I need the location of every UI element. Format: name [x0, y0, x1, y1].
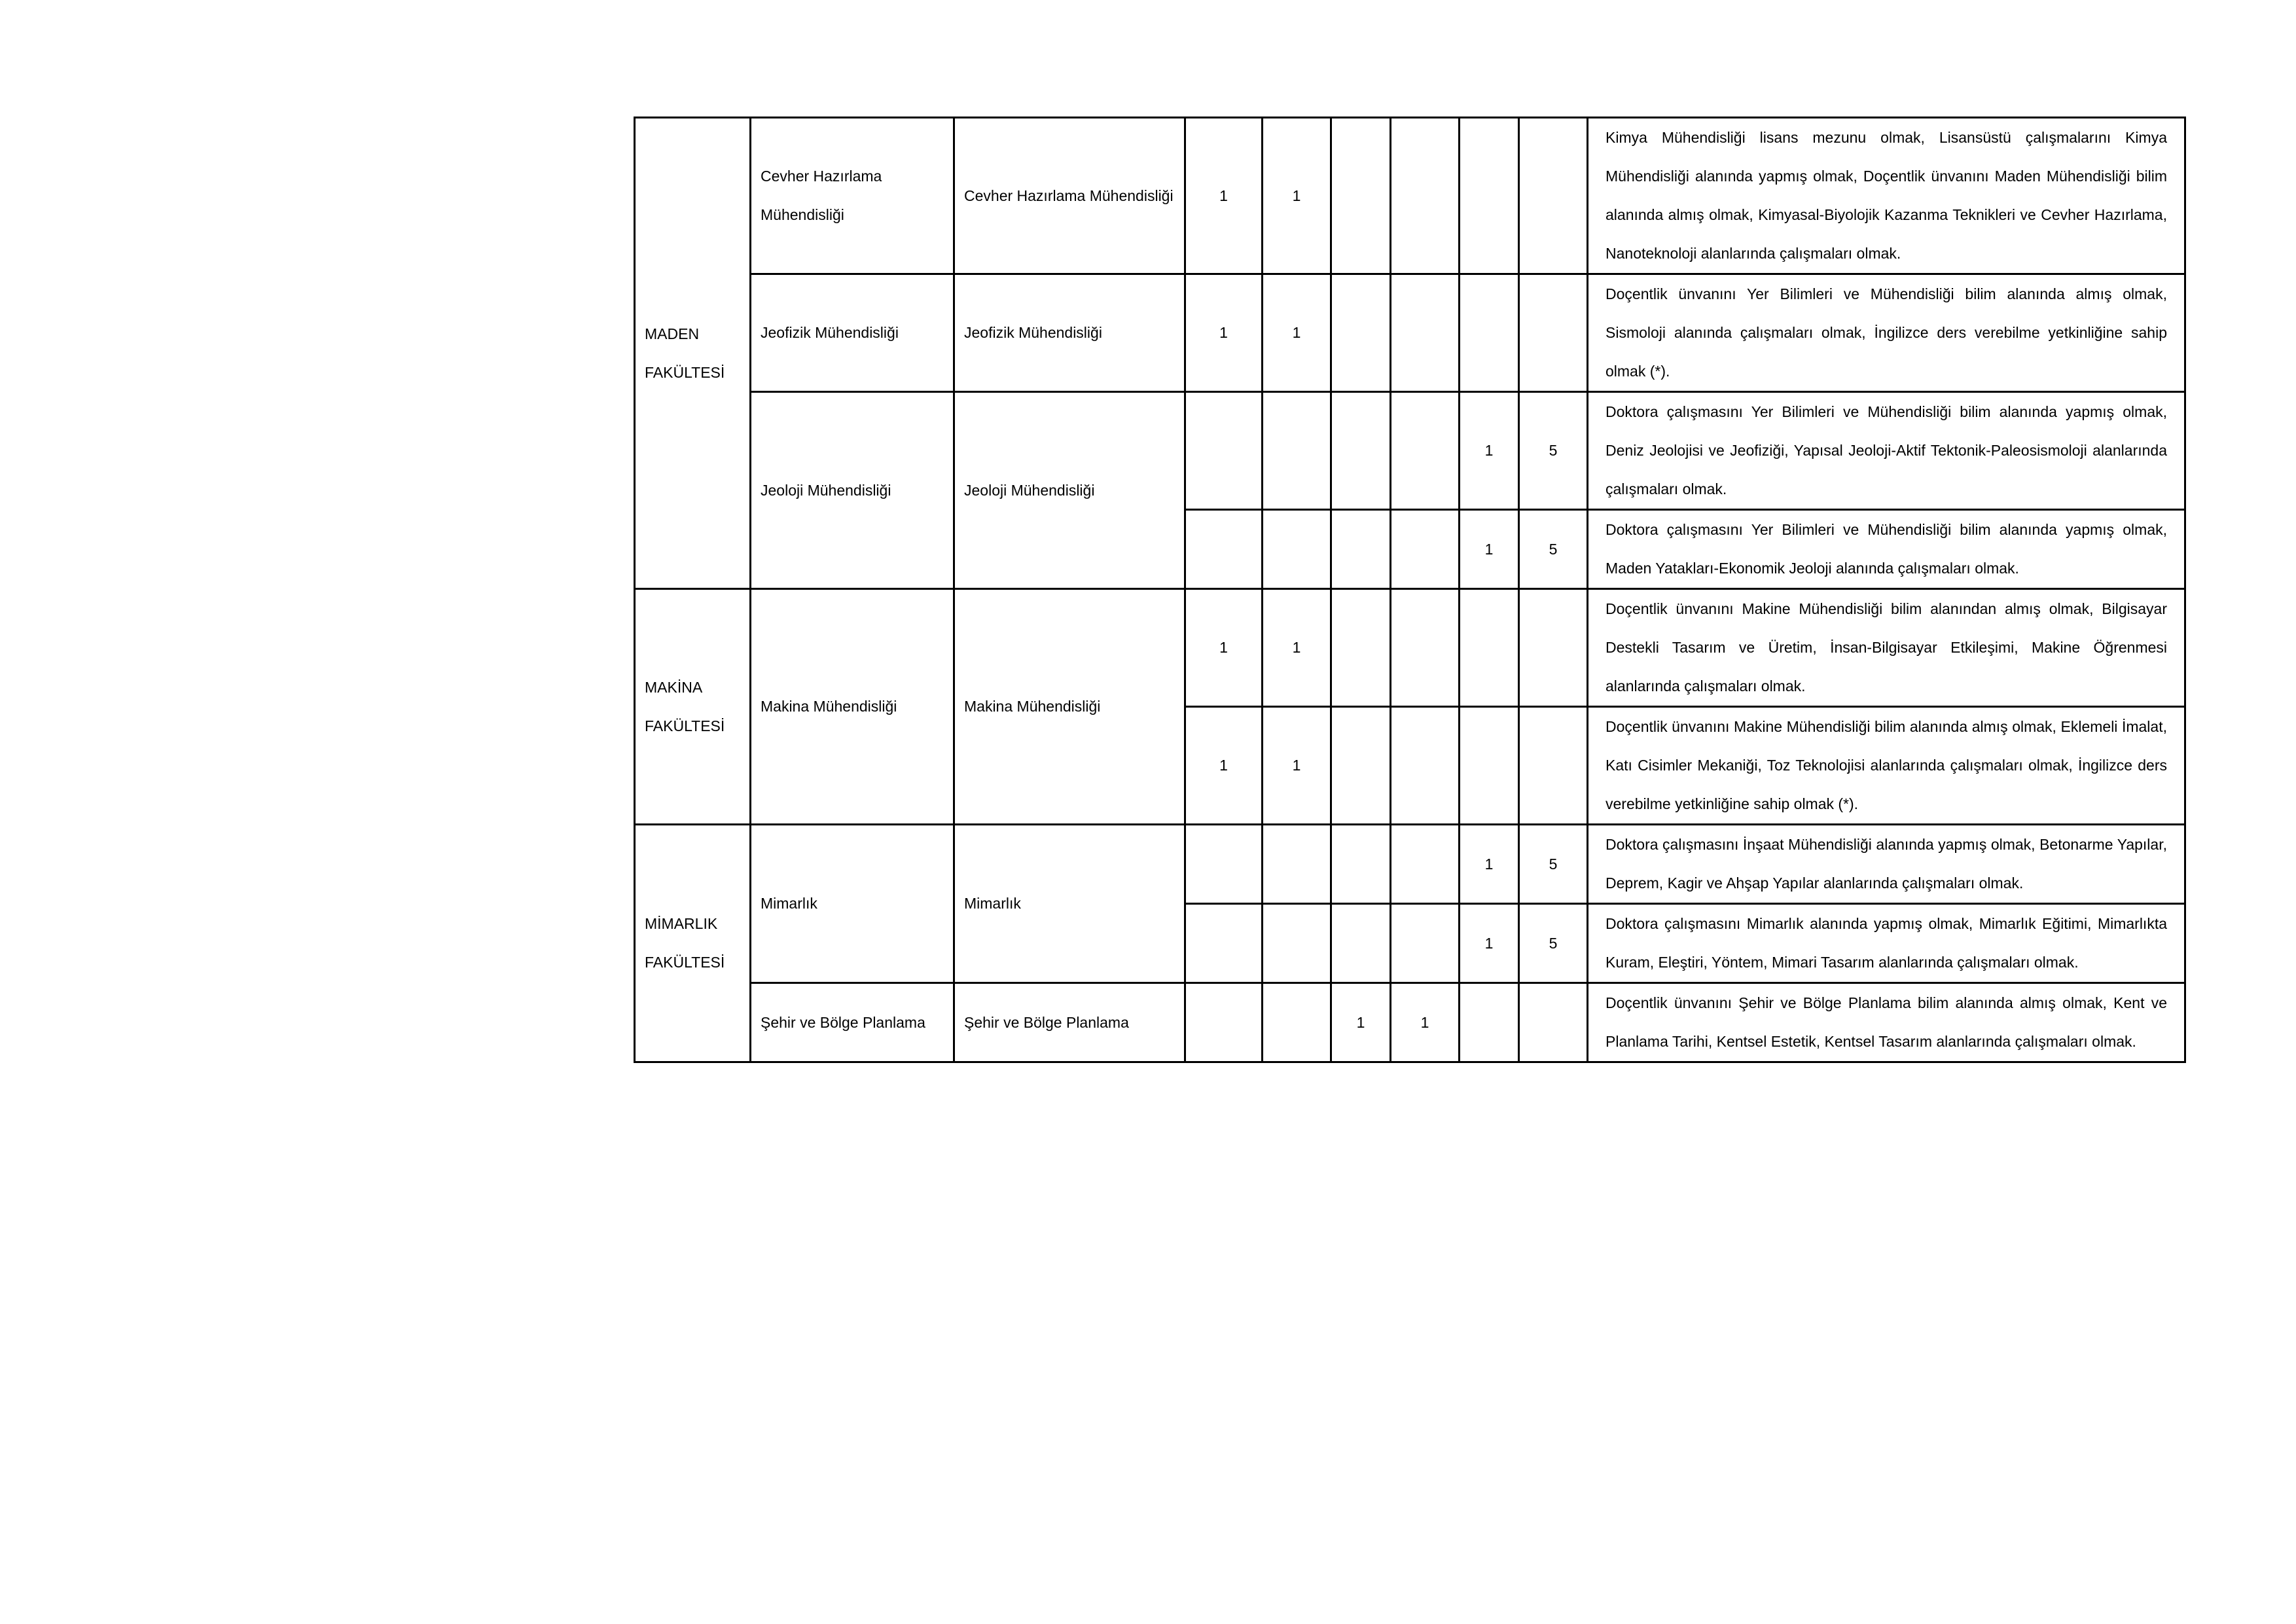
- requirement-cell: Kimya Mühendisliği lisans mezunu olmak, Lisansüstü çalışmalarını Kimya Mühendisliği alanında yapmış olmak, Doçentlik ünvanını Maden Mühendisliği bilim alanında almış olmak, Kimyasal-Biyolojik Kazanma Teknikleri ve Cevher Hazırlama, Nanoteknoloji alanlarında çalışmaları olmak.: [1588, 118, 2185, 274]
- count-cell: [1519, 589, 1588, 707]
- table-row: [635, 392, 2185, 510]
- count-cell: [1263, 904, 1331, 983]
- faculty-name-cell: MADEN FAKÜLTESİ: [635, 118, 751, 589]
- count-cell: [1263, 983, 1331, 1062]
- count-cell: [1331, 274, 1391, 392]
- department-cell: Jeoloji Mühendisliği: [751, 392, 954, 589]
- count-cell: [1391, 274, 1460, 392]
- requirement-cell: Doktora çalışmasını İnşaat Mühendisliği alanında yapmış olmak, Betonarme Yapılar, Deprem, Kagir ve Ahşap Yapılar alanlarında çalışmaları olmak.: [1588, 825, 2185, 904]
- count-cell: 1: [1460, 825, 1519, 904]
- table-row: [635, 983, 2185, 1062]
- table-body: [635, 118, 2185, 1062]
- count-cell: 5: [1519, 510, 1588, 589]
- count-cell: [1460, 707, 1519, 825]
- count-cell: [1331, 118, 1391, 274]
- department-cell: Cevher Hazırlama Mühendisliği: [751, 118, 954, 274]
- field-cell: Makina Mühendisliği: [954, 589, 1185, 825]
- count-cell: [1331, 904, 1391, 983]
- count-cell: [1263, 392, 1331, 510]
- table-row: [635, 118, 2185, 274]
- count-cell: [1460, 274, 1519, 392]
- count-cell: 1: [1263, 118, 1331, 274]
- count-cell: [1331, 589, 1391, 707]
- count-cell: [1185, 392, 1263, 510]
- requirement-cell: Doçentlik ünvanını Makine Mühendisliği bilim alanında almış olmak, Eklemeli İmalat, Katı Cisimler Mekaniği, Toz Teknolojisi alanlarında çalışmaları olmak, İngilizce ders verebilme yetkinliğine sahip olmak (*).: [1588, 707, 2185, 825]
- field-cell: Şehir ve Bölge Planlama: [954, 983, 1185, 1062]
- department-cell: Makina Mühendisliği: [751, 589, 954, 825]
- count-cell: 1: [1460, 904, 1519, 983]
- count-cell: 5: [1519, 825, 1588, 904]
- count-cell: 1: [1263, 274, 1331, 392]
- count-cell: [1391, 392, 1460, 510]
- count-cell: [1185, 904, 1263, 983]
- count-cell: [1460, 983, 1519, 1062]
- count-cell: 5: [1519, 904, 1588, 983]
- count-cell: [1185, 825, 1263, 904]
- count-cell: 1: [1263, 707, 1331, 825]
- department-cell: Mimarlık: [751, 825, 954, 983]
- count-cell: [1519, 983, 1588, 1062]
- count-cell: [1331, 392, 1391, 510]
- count-cell: [1331, 510, 1391, 589]
- count-cell: 1: [1263, 589, 1331, 707]
- count-cell: [1263, 510, 1331, 589]
- count-cell: [1519, 707, 1588, 825]
- requirement-cell: Doktora çalışmasını Mimarlık alanında yapmış olmak, Mimarlık Eğitimi, Mimarlıkta Kuram, Eleştiri, Yöntem, Mimari Tasarım alanlarında çalışmaları olmak.: [1588, 904, 2185, 983]
- count-cell: [1460, 118, 1519, 274]
- count-cell: [1391, 118, 1460, 274]
- count-cell: 1: [1391, 983, 1460, 1062]
- requirement-cell: Doçentlik ünvanını Makine Mühendisliği bilim alanından almış olmak, Bilgisayar Destekli Tasarım ve Üretim, İnsan-Bilgisayar Etkileşimi, Makine Öğrenmesi alanlarında çalışmaları olmak.: [1588, 589, 2185, 707]
- requirement-cell: Doçentlik ünvanını Yer Bilimleri ve Mühendisliği bilim alanında almış olmak, Sismoloji alanında çalışmaları olmak, İngilizce ders verebilme yetkinliğine sahip olmak (*).: [1588, 274, 2185, 392]
- count-cell: 1: [1460, 510, 1519, 589]
- count-cell: [1263, 825, 1331, 904]
- requirement-cell: Doçentlik ünvanını Şehir ve Bölge Planlama bilim alanında almış olmak, Kent ve Planlama Tarihi, Kentsel Estetik, Kentsel Tasarım alanlarında çalışmaları olmak.: [1588, 983, 2185, 1062]
- requirement-cell: Doktora çalışmasını Yer Bilimleri ve Mühendisliği bilim alanında yapmış olmak, Maden Yatakları-Ekonomik Jeoloji alanında çalışmaları olmak.: [1588, 510, 2185, 589]
- count-cell: 1: [1460, 392, 1519, 510]
- count-cell: [1391, 589, 1460, 707]
- count-cell: 1: [1185, 274, 1263, 392]
- table-row: [635, 589, 2185, 707]
- requirement-cell: Doktora çalışmasını Yer Bilimleri ve Mühendisliği bilim alanında yapmış olmak, Deniz Jeolojisi ve Jeofiziği, Yapısal Jeoloji-Aktif Tektonik-Paleosismoloji alanlarında çalışmaları olmak.: [1588, 392, 2185, 510]
- table-row: [635, 825, 2185, 904]
- count-cell: [1331, 707, 1391, 825]
- department-cell: Jeofizik Mühendisliği: [751, 274, 954, 392]
- faculty-staff-table: [634, 117, 2186, 1063]
- count-cell: 1: [1185, 707, 1263, 825]
- count-cell: 1: [1185, 589, 1263, 707]
- department-cell: Şehir ve Bölge Planlama: [751, 983, 954, 1062]
- count-cell: [1519, 118, 1588, 274]
- field-cell: Cevher Hazırlama Mühendisliği: [954, 118, 1185, 274]
- count-cell: [1331, 825, 1391, 904]
- faculty-name-cell: MAKİNA FAKÜLTESİ: [635, 589, 751, 825]
- count-cell: 5: [1519, 392, 1588, 510]
- count-cell: [1391, 904, 1460, 983]
- count-cell: [1185, 510, 1263, 589]
- count-cell: [1460, 589, 1519, 707]
- count-cell: [1391, 825, 1460, 904]
- count-cell: [1391, 510, 1460, 589]
- count-cell: [1519, 274, 1588, 392]
- table-row: [635, 274, 2185, 392]
- count-cell: [1391, 707, 1460, 825]
- field-cell: Jeofizik Mühendisliği: [954, 274, 1185, 392]
- count-cell: [1185, 983, 1263, 1062]
- field-cell: Jeoloji Mühendisliği: [954, 392, 1185, 589]
- count-cell: 1: [1331, 983, 1391, 1062]
- count-cell: 1: [1185, 118, 1263, 274]
- field-cell: Mimarlık: [954, 825, 1185, 983]
- faculty-name-cell: MİMARLIK FAKÜLTESİ: [635, 825, 751, 1062]
